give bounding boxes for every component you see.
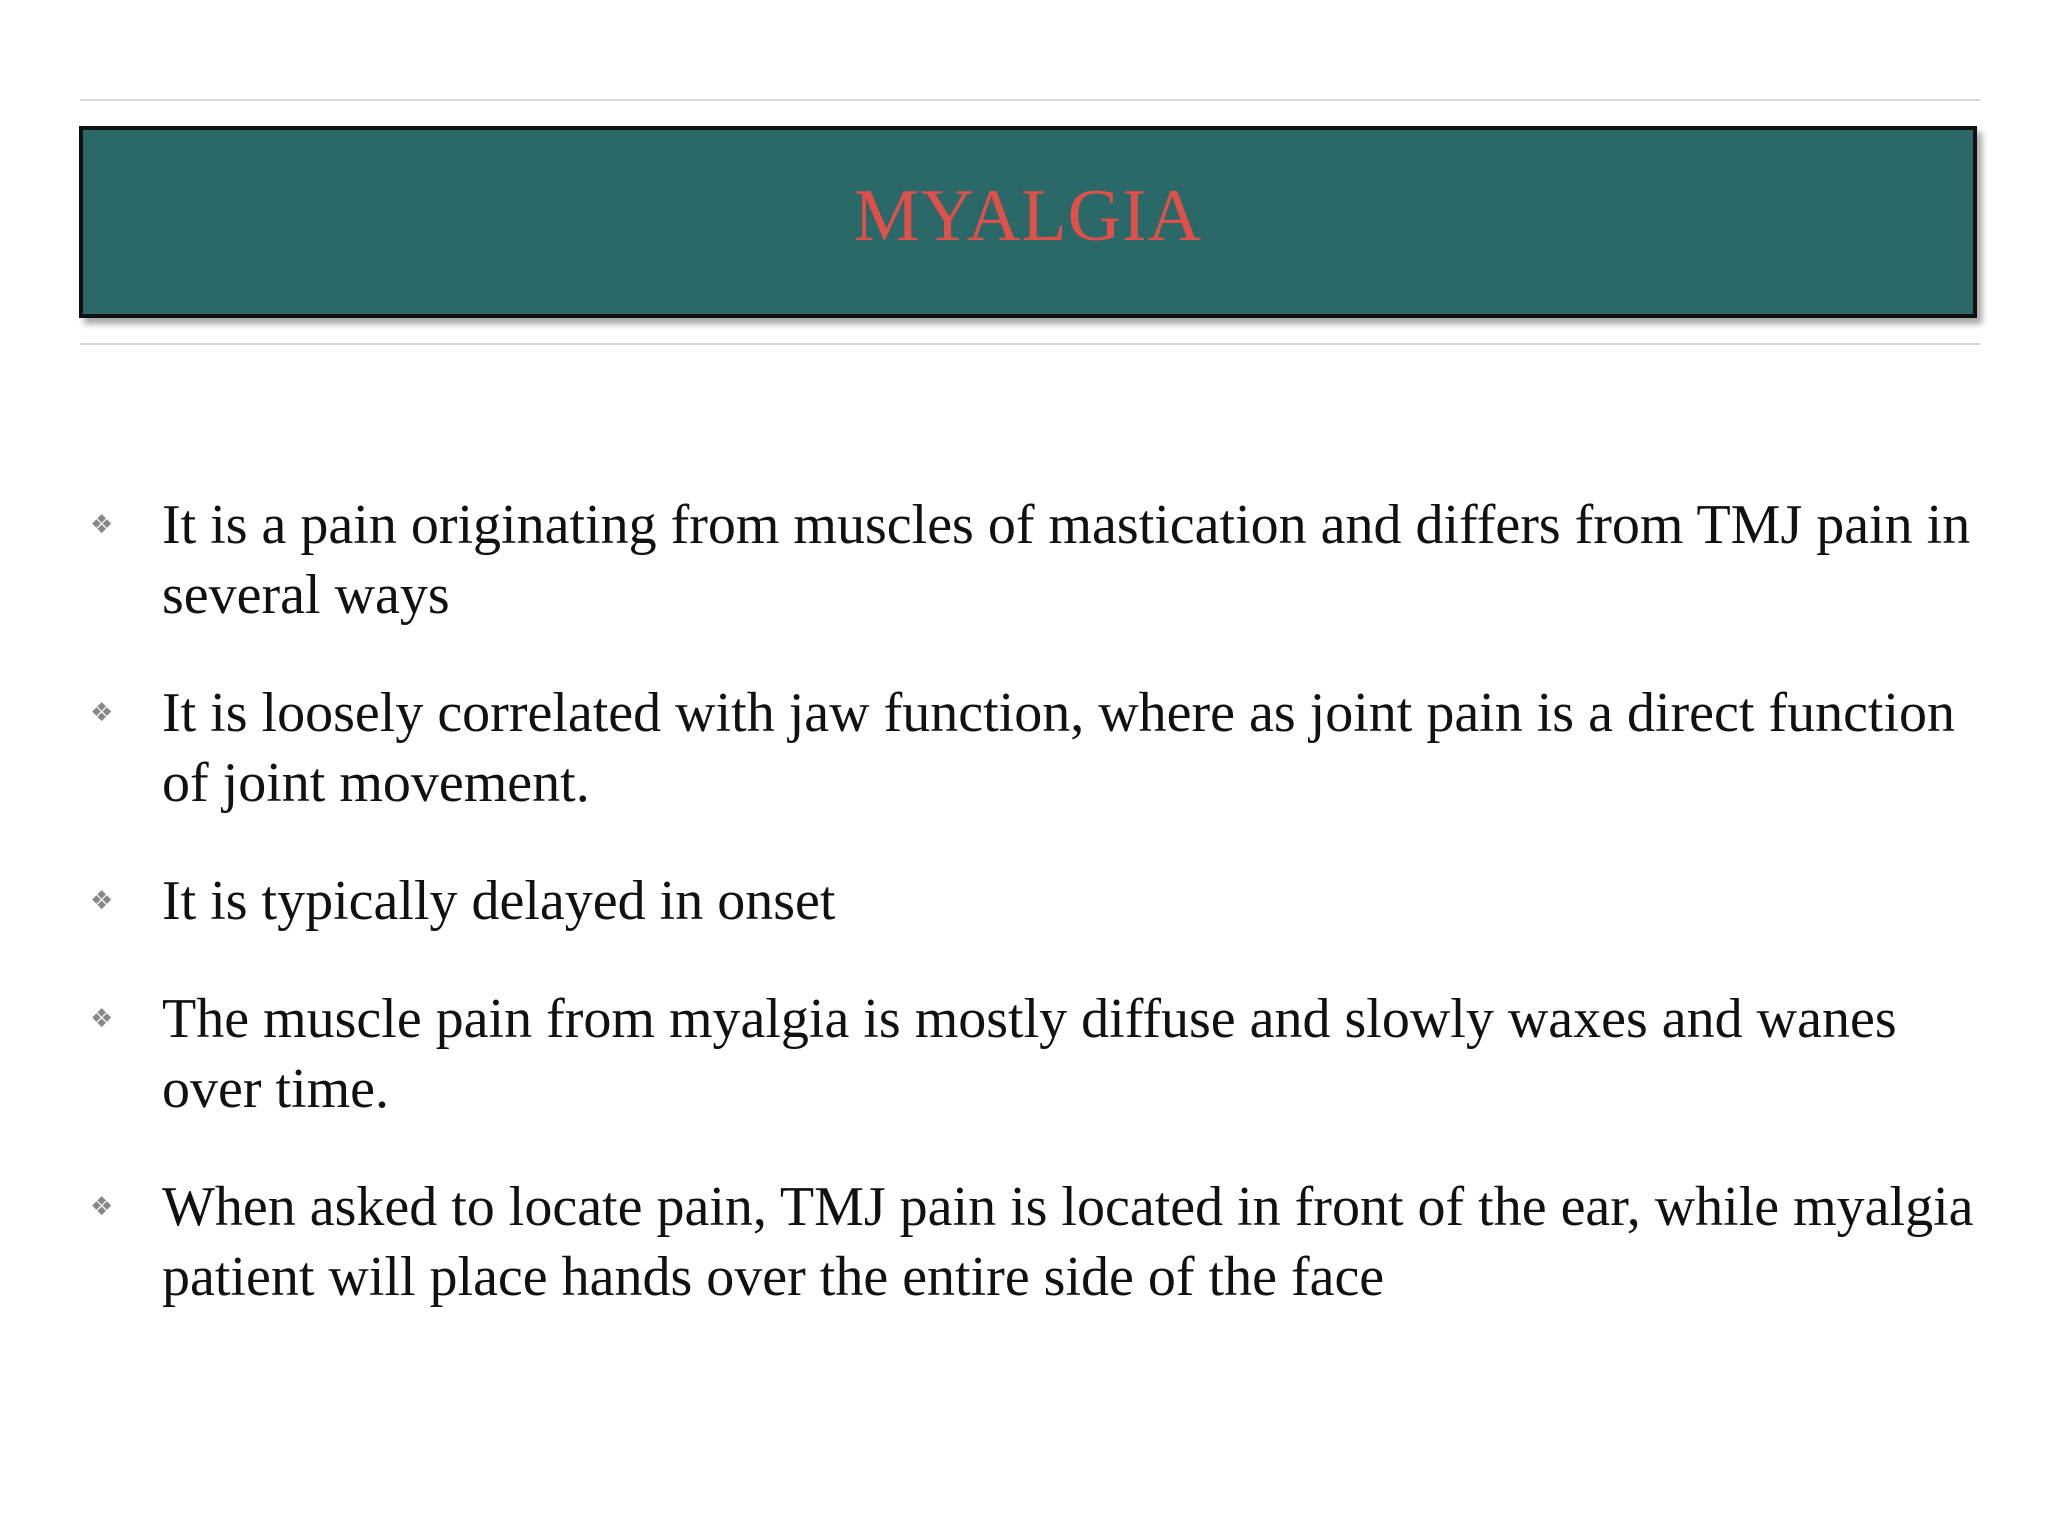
bullet-item <box>90 1172 1990 1312</box>
bullet-item <box>90 678 1990 818</box>
diamond-bullet-icon: ❖ <box>90 698 114 728</box>
diamond-bullet-icon: ❖ <box>90 510 114 540</box>
diamond-bullet-icon: ❖ <box>90 1004 114 1034</box>
bullet-text: It is typically delayed in onset <box>162 870 836 932</box>
bullet-text: It is a pain originating from muscles of mastication and differs from TMJ pain in several ways <box>162 494 1971 626</box>
diamond-bullet-icon: ❖ <box>90 886 114 916</box>
title-banner <box>79 126 1977 318</box>
bullet-item <box>90 984 1990 1124</box>
bullet-text: The muscle pain from myalgia is mostly diffuse and slowly waxes and wanes over time. <box>162 988 1897 1120</box>
diamond-bullet-icon: ❖ <box>90 1192 114 1222</box>
bullet-text: It is loosely correlated with jaw function, where as joint pain is a direct function of joint movement. <box>162 682 1956 814</box>
slide-title: MYALGIA <box>853 175 1203 257</box>
bullet-item <box>90 490 1990 630</box>
bullet-text: When asked to locate pain, TMJ pain is located in front of the ear, while myalgia patient will place hands over the entire side of the face <box>162 1176 1974 1308</box>
top-divider <box>80 99 1980 101</box>
bullet-list <box>90 490 1990 1360</box>
bullet-item <box>90 866 1990 936</box>
bottom-divider <box>80 343 1980 345</box>
